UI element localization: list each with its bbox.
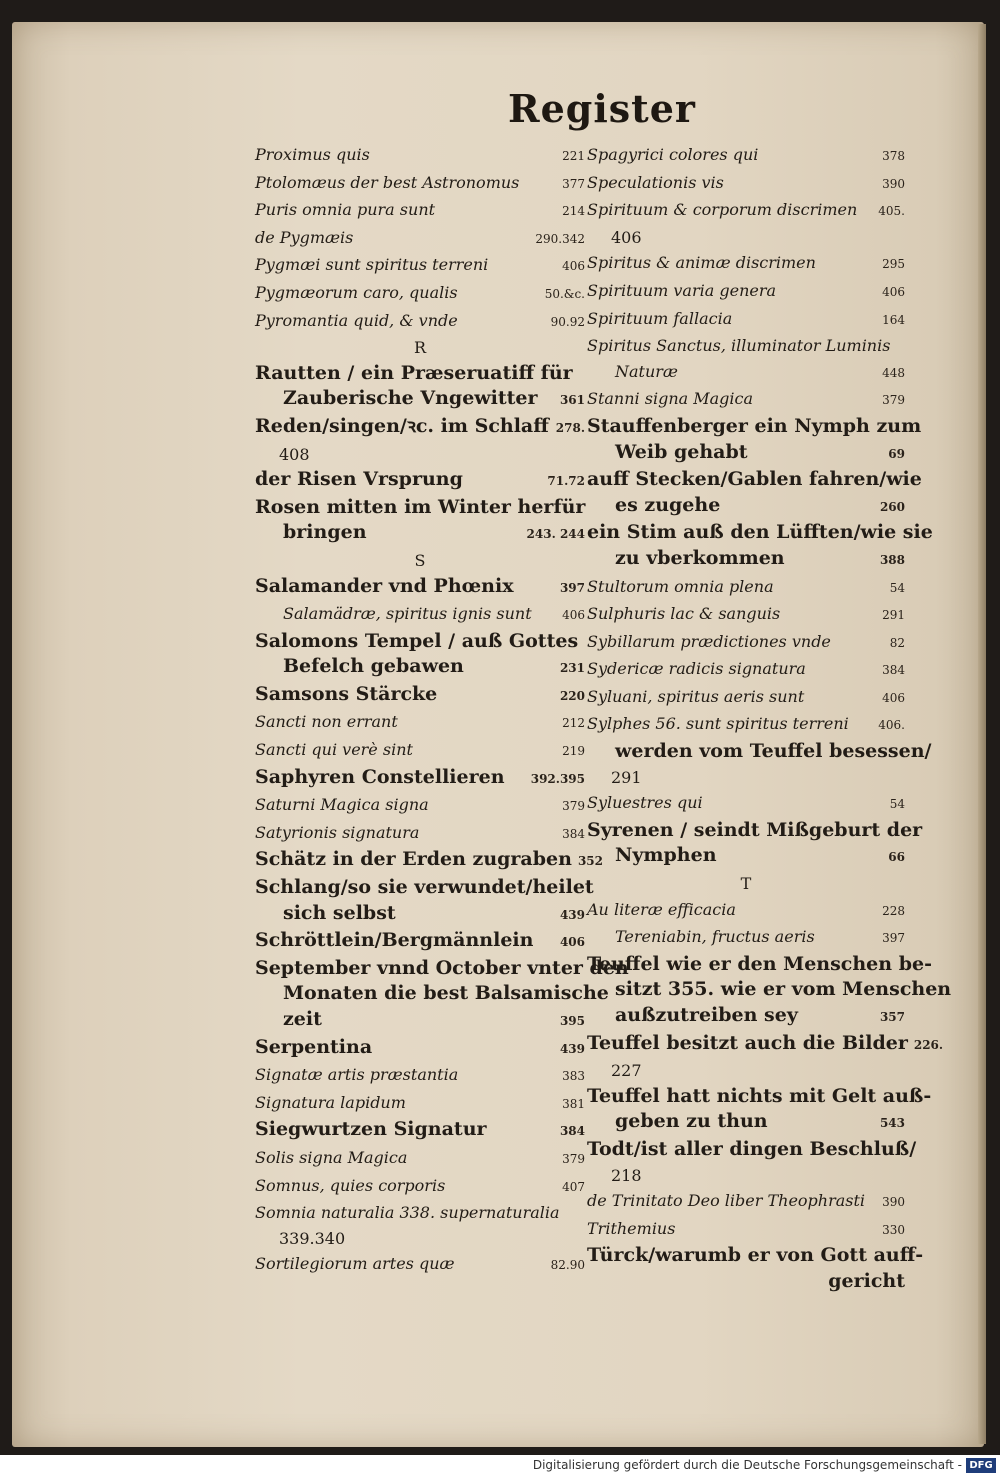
entry-text: Spirituum & corporum discrimen	[587, 200, 858, 220]
entry-page-number: 54	[889, 580, 905, 595]
entry-page-number: 291	[882, 608, 905, 623]
entry-text: sich selbst	[283, 901, 396, 924]
entry-text: Saturni Magica signa	[255, 795, 429, 815]
entry-text: Ptolomæus der best Astronomus	[255, 172, 520, 192]
entry-text: Solis signa Magica	[255, 1147, 408, 1167]
index-entry	[255, 1062, 585, 1090]
entry-text: zu vberkommen	[615, 546, 785, 569]
entry-page-number: 357	[879, 1010, 905, 1024]
entry-text: Sancti qui verè sint	[255, 740, 413, 760]
entry-text: Teuffel besitzt auch die Bilder	[587, 1031, 908, 1054]
entry-text: Proximus quis	[255, 145, 370, 164]
entry-page-number: 406	[562, 608, 585, 623]
entry-page-number: 384	[562, 826, 585, 841]
page-edge	[978, 24, 986, 1444]
entry-text: Rautten / ein Præseruatiff für	[255, 361, 573, 384]
entry-page-number: 379	[882, 393, 905, 408]
entry-page-number: 54	[889, 797, 905, 812]
entry-page-number: 228	[882, 903, 905, 918]
entry-text: Teuffel wie er den Menschen be-	[587, 952, 932, 975]
entry-page-number: 407	[562, 1179, 585, 1194]
entry-page-number: 390	[882, 176, 905, 191]
index-entry	[587, 170, 905, 198]
entry-text: Schätz in der Erden zugraben	[255, 848, 572, 871]
index-entry	[587, 250, 905, 278]
index-entry	[255, 1251, 585, 1279]
entry-page-number: 278.	[555, 420, 585, 435]
entry-page-number: 71.72	[547, 474, 585, 489]
entry-page-number: 260	[879, 499, 905, 514]
index-entry	[255, 820, 585, 848]
index-entry	[255, 901, 585, 929]
entry-text: Spiritus & animæ discrimen	[587, 253, 816, 273]
index-entry	[587, 952, 932, 978]
entry-text: Todt/ist aller dingen Beschluß/	[587, 1137, 917, 1160]
index-column-right	[587, 142, 952, 1295]
entry-page-number: 384	[559, 1124, 585, 1139]
entry-page-number: 82.90	[550, 1258, 585, 1273]
entry-text: Sydericæ radicis signatura	[587, 659, 806, 679]
entry-text: Signatæ artis præstantia	[255, 1065, 459, 1085]
entry-text: Samsons Stärcke	[255, 682, 438, 705]
section-letter: T	[740, 874, 752, 894]
entry-page-number: 361	[559, 393, 585, 408]
entry-text: Spirituum varia genera	[587, 280, 777, 300]
entry-page-number: 378	[882, 149, 905, 163]
index-entry	[255, 414, 585, 442]
entry-text: de Trinitato Deo liber Theophrasti	[587, 1191, 866, 1211]
entry-page-number: 221	[562, 149, 585, 163]
entry-text: September vnnd October vnter den	[255, 956, 629, 979]
index-entry	[255, 386, 585, 414]
entry-text: Schröttlein/Bergmännlein	[255, 929, 534, 952]
index-entry	[255, 520, 585, 548]
index-entry	[587, 306, 905, 334]
index-entry	[587, 684, 905, 712]
entry-text: Rosen mitten im Winter herfür	[255, 495, 586, 518]
entry-page-number: 226.	[913, 1037, 944, 1052]
index-entry	[587, 1003, 905, 1031]
index-entry	[255, 252, 585, 280]
index-entry	[255, 682, 585, 710]
index-entry	[255, 847, 603, 875]
entry-text: gericht	[828, 1269, 905, 1292]
entry-page-number: 406.	[878, 718, 905, 733]
index-entry	[255, 361, 585, 387]
index-entry	[255, 601, 585, 629]
entry-text: 218	[611, 1165, 642, 1185]
index-entry	[255, 1035, 585, 1063]
index-entry	[255, 1173, 585, 1201]
index-entry	[255, 629, 585, 655]
entry-text: Signatura lapidum	[255, 1092, 406, 1112]
index-entry	[587, 197, 905, 225]
entry-text: 339.340	[279, 1228, 346, 1248]
index-entry	[255, 709, 585, 737]
entry-text: Serpentina	[255, 1035, 373, 1058]
index-entry	[587, 574, 905, 602]
index-entry	[587, 493, 905, 521]
entry-page-number: 212	[562, 716, 585, 731]
entry-text: 406	[611, 227, 642, 247]
entry-text: sitzt 355. wie er vom Menschen	[615, 978, 952, 1001]
index-entry	[255, 574, 585, 602]
index-entry	[255, 280, 585, 308]
index-entry	[255, 875, 594, 901]
entry-text: Pygmæorum caro, qualis	[255, 282, 458, 302]
index-entry	[587, 711, 905, 739]
entry-text: Syrenen / seindt Mißgeburt der	[587, 818, 923, 841]
entry-page-number: 405.	[878, 204, 905, 219]
entry-text: Schlang/so sie verwundet/heilet	[255, 876, 594, 899]
entry-page-number: 219	[562, 744, 585, 759]
index-entry	[587, 765, 905, 791]
entry-page-number: 243. 244	[526, 527, 585, 542]
index-entry	[587, 739, 932, 765]
index-entry	[587, 977, 952, 1003]
index-entry	[255, 495, 585, 521]
entry-text: Sancti non errant	[255, 712, 398, 732]
index-entry	[255, 170, 585, 198]
entry-text: Reden/singen/ꝛc. im Schlaff	[255, 414, 549, 437]
index-entry	[255, 956, 629, 982]
entry-page-number: 330	[882, 1222, 905, 1237]
index-entry	[587, 359, 905, 387]
index-entry	[255, 928, 585, 956]
index-entry	[255, 737, 585, 765]
entry-text: Trithemius	[587, 1218, 676, 1238]
index-entry	[587, 520, 933, 546]
index-entry	[587, 1137, 917, 1163]
index-entry	[587, 1269, 905, 1295]
entry-text: werden vom Teuffel besessen/	[615, 740, 932, 763]
index-entry	[587, 142, 905, 170]
entry-text: Salamander vnd Phœnix	[255, 574, 514, 597]
index-entry	[587, 225, 905, 251]
section-letter: R	[413, 338, 427, 358]
entry-text: Spirituum fallacia	[587, 308, 733, 328]
entry-page-number: 50.&c.	[544, 286, 585, 301]
entry-page-number: 220	[559, 688, 585, 703]
section-letter: S	[414, 550, 426, 570]
entry-page-number: 439	[559, 1041, 585, 1056]
index-entry	[255, 467, 585, 495]
index-entry	[587, 1243, 924, 1269]
entry-page-number: 392.395	[530, 771, 585, 786]
entry-text: Befelch gebawen	[283, 655, 464, 678]
footer-credit: Digitalisierung gefördert durch die Deutsche Forschungsgemeinschaft -	[532, 1458, 962, 1472]
entry-text: Sortilegiorum artes quæ	[255, 1254, 455, 1274]
entry-text: Stauffenberger ein Nymph zum	[587, 414, 922, 437]
entry-page-number: 66	[888, 850, 905, 865]
index-entry	[587, 656, 905, 684]
entry-text: Nymphen	[615, 844, 717, 867]
index-entry	[587, 790, 905, 818]
entry-text: Salamädræ, spiritus ignis sunt	[283, 604, 532, 624]
entry-page-number: 397	[882, 931, 905, 946]
entry-text: Puris omnia pura sunt	[255, 200, 436, 220]
entry-page-number: 377	[562, 176, 585, 191]
entry-text: auff Stecken/Gablen fahren/wie	[587, 468, 922, 491]
entry-page-number: 383	[562, 1069, 585, 1084]
page-heading: Register	[508, 86, 696, 131]
index-entry	[255, 654, 585, 682]
entry-text: Pyromantia quid, & vnde	[255, 310, 458, 330]
entry-text: Sylphes 56. sunt spiritus terreni	[587, 714, 849, 734]
index-entry	[587, 843, 905, 871]
entry-text: Monaten die best Balsamische	[283, 982, 609, 1005]
entry-text: Syluani, spiritus aeris sunt	[587, 686, 805, 706]
entry-text: Somnus, quies corporis	[255, 1175, 446, 1195]
entry-page-number: 290.342	[535, 231, 585, 246]
index-entry	[587, 1163, 905, 1189]
entry-text: Tereniabin, fructus aeris	[615, 927, 815, 947]
index-entry	[587, 278, 905, 306]
index-entry	[587, 440, 905, 468]
entry-page-number: 406	[882, 284, 905, 299]
dfg-logo: DFG	[966, 1458, 996, 1473]
entry-text: Teuffel hatt nichts mit Gelt auß-	[587, 1084, 932, 1107]
entry-text: Naturæ	[615, 361, 678, 381]
entry-page-number: 390	[882, 1195, 905, 1210]
entry-text: Stanni signa Magica	[587, 389, 754, 409]
index-entry	[587, 414, 922, 440]
index-entry	[587, 924, 905, 952]
entry-text: Speculationis vis	[587, 172, 724, 192]
entry-text: de Pygmæis	[255, 227, 354, 247]
entry-page-number: 439	[559, 907, 585, 922]
entry-page-number: 381	[562, 1096, 585, 1111]
entry-text: 408	[279, 444, 310, 464]
entry-page-number: 384	[882, 663, 905, 678]
entry-text: zeit	[283, 1008, 322, 1030]
index-entry	[255, 442, 585, 468]
index-entry	[587, 386, 905, 414]
entry-text: Weib gehabt	[615, 440, 748, 463]
entry-text: Sybillarum prædictiones vnde	[587, 631, 831, 651]
entry-text: Siegwurtzen Signatur	[255, 1118, 487, 1141]
index-entry	[255, 765, 585, 793]
entry-text: Türck/warumb er von Gott auff-	[587, 1244, 924, 1267]
entry-text: 227	[611, 1061, 642, 1081]
entry-text: Somnia naturalia 338. supernaturalia	[255, 1203, 560, 1223]
entry-text: Spagyrici colores qui	[587, 145, 759, 164]
entry-text: Spiritus Sanctus, illuminator Luminis	[587, 336, 891, 356]
entry-page-number: 295	[882, 257, 905, 272]
entry-page-number: 406	[882, 690, 905, 705]
index-entry	[587, 601, 905, 629]
entry-page-number: 543	[879, 1116, 905, 1131]
entry-page-number: 406	[562, 259, 585, 274]
entry-page-number: 395	[559, 1014, 585, 1028]
entry-text: es zugehe	[615, 493, 721, 516]
index-entry	[255, 197, 585, 225]
index-entry	[255, 1200, 585, 1226]
index-entry	[587, 1188, 905, 1216]
entry-page-number: 388	[879, 552, 905, 567]
entry-page-number: 90.92	[550, 314, 585, 329]
entry-text: Satyrionis signatura	[255, 822, 420, 842]
index-entry	[587, 1216, 905, 1244]
index-entry	[255, 792, 585, 820]
entry-page-number: 164	[882, 312, 905, 327]
entry-text: Sulphuris lac & sanguis	[587, 604, 781, 624]
index-entry	[587, 897, 905, 925]
index-entry	[587, 1084, 932, 1110]
index-entry	[255, 142, 585, 170]
entry-page-number: 379	[562, 1151, 585, 1166]
index-entry	[255, 308, 585, 336]
index-entry	[255, 981, 609, 1007]
index-entry	[587, 818, 923, 844]
index-entry	[587, 1109, 905, 1137]
index-entry	[255, 1117, 585, 1145]
entry-text: außzutreiben sey	[615, 1004, 798, 1026]
entry-text: ein Stim auß den Lüfften/wie sie	[587, 521, 933, 544]
entry-text: geben zu thun	[615, 1110, 768, 1133]
entry-text: Zauberische Vngewitter	[283, 387, 538, 410]
index-entry	[255, 1226, 585, 1252]
entry-text: Saphyren Constellieren	[255, 765, 505, 788]
index-entry	[587, 333, 905, 359]
entry-page-number: 82	[889, 635, 905, 650]
entry-page-number: 448	[882, 365, 905, 380]
entry-page-number: 214	[562, 204, 585, 219]
entry-page-number: 69	[888, 446, 905, 461]
index-entry	[587, 1058, 905, 1084]
entry-text: bringen	[283, 521, 367, 544]
index-entry	[587, 1031, 944, 1059]
entry-text: Salomons Tempel / auß Gottes	[255, 629, 579, 652]
index-entry	[255, 1007, 585, 1035]
index-entry	[255, 1090, 585, 1118]
footer-bar	[0, 1456, 1000, 1477]
entry-text: Syluestres qui	[587, 793, 703, 813]
index-entry	[587, 629, 905, 657]
entry-text: der Risen Vrsprung	[255, 468, 463, 491]
entry-text: Pygmæi sunt spiritus terreni	[255, 255, 489, 275]
index-entry	[255, 1145, 585, 1173]
entry-page-number: 406	[559, 935, 585, 950]
entry-page-number: 379	[562, 799, 585, 814]
entry-page-number: 397	[559, 580, 585, 595]
entry-page-number: 231	[559, 661, 585, 676]
entry-page-number: 352	[577, 854, 603, 869]
index-entry	[255, 225, 585, 253]
entry-text: Stultorum omnia plena	[587, 576, 774, 596]
index-entry	[587, 467, 922, 493]
entry-text: 291	[611, 767, 642, 787]
index-entry	[587, 546, 905, 574]
entry-text: Au literæ efficacia	[587, 899, 736, 919]
